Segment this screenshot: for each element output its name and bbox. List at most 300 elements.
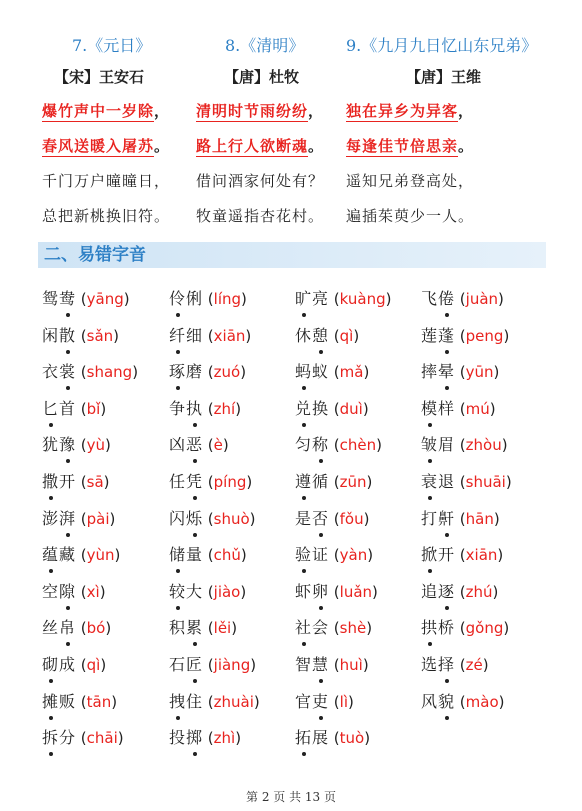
word-text: 莲蓬 (421, 326, 455, 345)
pinyin-text: fǒu (339, 509, 364, 528)
poem-line-text: 遥知兄弟登高处 (346, 172, 459, 190)
pinyin-text: luǎn (339, 582, 373, 601)
paren-open: ( (455, 509, 466, 528)
paren-open: ( (76, 582, 87, 601)
pinyin-text: huì (339, 656, 363, 674)
word-text: 衣裳 (42, 362, 76, 381)
word-text: 凶恶 (169, 435, 203, 454)
paren-close: ) (253, 692, 260, 711)
poem-9 (346, 32, 537, 234)
poem-line (42, 94, 170, 129)
word-text: 拆分 (42, 728, 76, 747)
word-text: 遵循 (295, 472, 329, 491)
pinyin-text: xiān (213, 326, 246, 345)
word-item (169, 394, 241, 424)
poem-line (42, 199, 170, 234)
word-text: 蕴藏 (42, 545, 76, 564)
word-item (295, 430, 382, 460)
paren-open: ( (329, 692, 340, 711)
poem-line (346, 199, 537, 234)
word-item (169, 284, 247, 314)
word-item (421, 577, 498, 607)
pinyin-text: chèn (339, 436, 377, 455)
pinyin-text: bó (86, 619, 106, 638)
paren-close: ) (99, 582, 106, 601)
word-text: 储量 (169, 545, 203, 564)
paren-open: ( (76, 290, 87, 308)
poem-author: 【唐】杜牧 (224, 68, 300, 86)
pinyin-text: zhí (213, 399, 236, 418)
poem-line-text: 每逢佳节倍思亲 (346, 137, 459, 155)
paren-close: ) (362, 656, 369, 674)
paren-open: ( (203, 363, 214, 382)
poem-line-punct: 。 (154, 207, 171, 225)
word-text: 打鼾 (421, 509, 455, 528)
paren-close: ) (348, 692, 354, 711)
poem-title: 7.《元日》 (72, 36, 152, 55)
poem-line-punct: ， (458, 172, 475, 190)
pinyin-text: bǐ (86, 399, 101, 418)
poem-line (196, 94, 324, 129)
paren-close: ) (489, 399, 496, 418)
paren-close: ) (364, 729, 371, 748)
word-item (421, 540, 503, 570)
word-item (169, 357, 246, 387)
pinyin-text: jiào (213, 582, 241, 601)
paren-open: ( (329, 509, 340, 528)
word-row (42, 577, 562, 607)
paren-open: ( (329, 363, 340, 382)
paren-open: ( (203, 290, 214, 308)
word-text: 撒开 (42, 472, 76, 491)
word-text: 验证 (295, 545, 329, 564)
paren-open: ( (76, 399, 87, 418)
paren-open: ( (329, 656, 340, 674)
paren-open: ( (76, 473, 87, 491)
pinyin-text: xì (86, 582, 100, 601)
pinyin-text: zuó (213, 363, 241, 382)
word-item (421, 430, 508, 460)
word-text: 官吏 (295, 692, 329, 711)
paren-close: ) (493, 509, 500, 528)
paren-close: ) (240, 546, 247, 565)
word-text: 较大 (169, 582, 203, 601)
word-text: 衰退 (421, 472, 455, 491)
word-item (169, 723, 241, 753)
paren-close: ) (366, 619, 373, 638)
word-row (42, 650, 562, 680)
pinyin-text: tuò (339, 729, 365, 748)
poem-7 (42, 32, 170, 234)
pinyin-text: mú (465, 399, 490, 418)
paren-open: ( (329, 436, 340, 455)
pinyin-text: peng (465, 326, 504, 345)
paren-open: ( (329, 399, 340, 418)
poem-line-punct: 。 (308, 207, 325, 225)
paren-open: ( (203, 326, 214, 345)
pinyin-text: qì (86, 656, 101, 674)
paren-close: ) (366, 473, 373, 491)
word-text: 飞倦 (421, 289, 455, 308)
paren-close: ) (113, 326, 120, 345)
word-item (421, 613, 509, 643)
word-text: 石匠 (169, 655, 203, 674)
paren-close: ) (109, 509, 116, 528)
paren-open: ( (329, 582, 340, 601)
poem-line-punct: 。 (458, 207, 475, 225)
word-text: 掀开 (421, 545, 455, 564)
poem-line (196, 164, 324, 199)
word-text: 智慧 (295, 655, 329, 674)
paren-close: ) (503, 326, 510, 345)
paren-open: ( (203, 692, 214, 711)
word-row (42, 687, 562, 717)
pinyin-text: kuàng (339, 290, 386, 308)
pinyin-text: píng (213, 473, 247, 491)
poem-line-punct: ？ (308, 172, 325, 190)
paren-close: ) (103, 473, 110, 491)
word-item (42, 321, 119, 351)
poem-author: 【宋】王安石 (54, 68, 145, 86)
paren-open: ( (76, 546, 87, 565)
paren-open: ( (455, 546, 466, 565)
pinyin-text: qì (339, 326, 354, 345)
word-text: 鸳鸯 (42, 289, 76, 308)
word-item (421, 357, 499, 387)
word-row (42, 613, 562, 643)
poem-line-punct: ， (458, 102, 475, 120)
paren-close: ) (241, 290, 247, 308)
poem-8 (196, 32, 324, 234)
poem-line (346, 164, 537, 199)
word-text: 澎湃 (42, 509, 76, 528)
word-item (295, 613, 372, 643)
paren-close: ) (385, 290, 392, 308)
word-text: 丝帛 (42, 618, 76, 637)
word-text: 模样 (421, 399, 455, 418)
poem-line-text: 总把新桃换旧符 (42, 207, 155, 225)
paren-open: ( (329, 619, 340, 638)
poem-line-text: 千门万户曈曈日 (42, 172, 155, 190)
pinyin-text: pài (86, 509, 110, 528)
word-text: 闲散 (42, 326, 76, 345)
poem-line-text: 路上行人欲断魂 (196, 137, 309, 155)
word-item (169, 687, 260, 717)
paren-open: ( (76, 509, 87, 528)
paren-close: ) (132, 363, 139, 382)
word-row (42, 430, 562, 460)
poem-line (196, 199, 324, 234)
poem-line (346, 129, 537, 164)
word-item (421, 687, 505, 717)
pinyin-text: juàn (465, 290, 499, 308)
paren-open: ( (76, 729, 87, 748)
word-text: 休憩 (295, 326, 329, 345)
paren-open: ( (203, 399, 214, 418)
word-text: 旷亮 (295, 289, 329, 308)
paren-close: ) (245, 326, 252, 345)
word-text: 拓展 (295, 728, 329, 747)
word-item (295, 357, 369, 387)
pinyin-text: líng (213, 290, 242, 308)
pinyin-text: gǒng (465, 619, 504, 638)
paren-close: ) (235, 729, 242, 748)
pinyin-text: duì (339, 399, 363, 418)
word-row (42, 467, 562, 497)
word-item (169, 613, 237, 643)
word-text: 匀称 (295, 435, 329, 454)
poem-line-punct: 。 (154, 137, 171, 155)
poems-section (0, 0, 582, 230)
paren-open: ( (329, 473, 340, 491)
word-item (42, 577, 106, 607)
word-text: 虾卵 (295, 582, 329, 601)
pinyin-text: chāi (86, 729, 118, 748)
paren-close: ) (117, 729, 124, 748)
word-item (169, 430, 229, 460)
word-row (42, 321, 562, 351)
paren-close: ) (235, 399, 242, 418)
word-text: 拱桥 (421, 618, 455, 637)
word-text: 是否 (295, 509, 329, 528)
word-row (42, 540, 562, 570)
word-item (42, 284, 130, 314)
pinyin-text: yù (86, 436, 106, 455)
word-text: 皱眉 (421, 435, 455, 454)
poem-title: 9.《九月九日忆山东兄弟》 (346, 36, 538, 55)
word-item (42, 394, 106, 424)
word-item (169, 467, 252, 497)
word-text: 砌成 (42, 655, 76, 674)
paren-open: ( (203, 546, 214, 565)
paren-open: ( (76, 656, 87, 674)
paren-close: ) (240, 363, 247, 382)
poem-line (196, 129, 324, 164)
word-item (295, 321, 359, 351)
word-text: 摊贩 (42, 692, 76, 711)
word-text: 积累 (169, 618, 203, 637)
word-item (295, 394, 369, 424)
word-item (295, 687, 354, 717)
paren-close: ) (505, 473, 512, 491)
word-item (42, 430, 111, 460)
paren-close: ) (100, 399, 107, 418)
poem-line-text: 牧童遥指杏花村 (196, 207, 309, 225)
word-text: 风貌 (421, 692, 455, 711)
paren-open: ( (329, 546, 340, 565)
paren-close: ) (250, 656, 257, 674)
paren-close: ) (363, 509, 370, 528)
poem-line-text: 清明时节雨纷纷 (196, 102, 309, 120)
poem-line-punct: ， (308, 102, 325, 120)
word-item (295, 540, 373, 570)
word-item (42, 613, 111, 643)
paren-open: ( (203, 582, 214, 601)
word-row (42, 723, 562, 753)
word-row (42, 357, 562, 387)
pinyin-text: zūn (339, 473, 367, 491)
paren-open: ( (76, 619, 87, 638)
pinyin-text: tān (86, 692, 112, 711)
word-text: 选择 (421, 655, 455, 674)
word-item (42, 540, 120, 570)
word-text: 蚂蚁 (295, 362, 329, 381)
pinyin-text: zhú (465, 582, 493, 601)
paren-close: ) (123, 290, 130, 308)
pinyin-text: lěi (213, 619, 232, 638)
pinyin-text: sǎn (86, 326, 114, 345)
word-item (421, 284, 504, 314)
pinyin-text: hān (465, 509, 494, 528)
paren-open: ( (455, 436, 466, 455)
pinyin-text: yùn (86, 546, 115, 565)
paren-close: ) (240, 582, 247, 601)
pinyin-text: xiān (465, 546, 498, 565)
word-text: 摔晕 (421, 362, 455, 381)
paren-open: ( (76, 326, 87, 345)
word-item (42, 687, 117, 717)
paren-close: ) (105, 619, 112, 638)
poem-line (42, 129, 170, 164)
paren-close: ) (111, 692, 118, 711)
word-item (42, 467, 110, 497)
word-item (295, 284, 391, 314)
pinyin-text: sā (86, 473, 104, 491)
paren-open: ( (329, 290, 340, 308)
poem-author: 【唐】王维 (406, 68, 482, 86)
paren-open: ( (203, 436, 214, 455)
word-item (169, 540, 247, 570)
poem-line-punct: 。 (308, 137, 325, 155)
word-item (421, 321, 509, 351)
word-item (421, 650, 489, 680)
word-item (169, 504, 256, 534)
paren-close: ) (498, 692, 505, 711)
paren-open: ( (203, 509, 214, 528)
word-item (295, 467, 372, 497)
paren-close: ) (100, 656, 107, 674)
word-item (421, 394, 496, 424)
paren-close: ) (503, 619, 510, 638)
poem-line-punct: 。 (458, 137, 475, 155)
pinyin-text: zé (465, 656, 483, 674)
word-text: 兑换 (295, 399, 329, 418)
paren-close: ) (114, 546, 121, 565)
paren-close: ) (367, 546, 374, 565)
paren-close: ) (231, 619, 238, 638)
pinyin-text: yāng (86, 290, 124, 308)
pinyin-text: shuāi (465, 473, 506, 491)
paren-open: ( (455, 290, 466, 308)
word-row (42, 284, 562, 314)
paren-close: ) (492, 582, 499, 601)
pinyin-text: lì (339, 692, 348, 711)
paren-close: ) (362, 399, 369, 418)
paren-close: ) (493, 363, 500, 382)
paren-open: ( (203, 619, 214, 638)
paren-open: ( (455, 656, 466, 674)
word-item (42, 650, 106, 680)
pinyin-text: yàn (339, 546, 368, 565)
word-text: 犹豫 (42, 435, 76, 454)
paren-close: ) (222, 436, 229, 455)
word-text: 琢磨 (169, 362, 203, 381)
word-item (421, 504, 500, 534)
word-row (42, 504, 562, 534)
paren-close: ) (498, 290, 504, 308)
poem-line-punct: ， (154, 172, 171, 190)
paren-close: ) (482, 656, 489, 674)
paren-close: ) (363, 363, 370, 382)
poem-line-text: 借问酒家何处有 (196, 172, 309, 190)
paren-open: ( (203, 656, 214, 674)
paren-close: ) (501, 436, 508, 455)
paren-open: ( (455, 582, 466, 601)
pinyin-text: jiàng (213, 656, 251, 674)
word-text: 任凭 (169, 472, 203, 491)
section-header (38, 242, 546, 268)
word-text: 匕首 (42, 399, 76, 418)
word-item (421, 467, 512, 497)
pinyin-text: shè (339, 619, 367, 638)
paren-open: ( (455, 619, 466, 638)
paren-close: ) (249, 509, 256, 528)
word-item (169, 321, 251, 351)
paren-open: ( (203, 729, 214, 748)
paren-close: ) (376, 436, 383, 455)
word-text: 纤细 (169, 326, 203, 345)
word-text: 社会 (295, 618, 329, 637)
paren-open: ( (329, 326, 340, 345)
poem-line-text: 爆竹声中一岁除 (42, 102, 155, 120)
word-text: 追逐 (421, 582, 455, 601)
paren-open: ( (76, 363, 87, 382)
pinyin-text: mǎ (339, 363, 364, 382)
word-row (42, 394, 562, 424)
paren-open: ( (455, 399, 466, 418)
paren-open: ( (455, 473, 466, 491)
pinyin-text: mào (465, 692, 499, 711)
paren-open: ( (76, 692, 87, 711)
paren-open: ( (76, 436, 87, 455)
word-item (169, 577, 246, 607)
word-item (42, 357, 138, 387)
word-item (295, 504, 369, 534)
paren-open: ( (329, 729, 340, 748)
pinyin-text: zhì (213, 729, 236, 748)
paren-open: ( (455, 326, 466, 345)
word-item (295, 577, 378, 607)
poem-line-text: 春风送暖入屠苏 (42, 137, 155, 155)
paren-open: ( (455, 692, 466, 711)
word-text: 争执 (169, 399, 203, 418)
poem-line-text: 遍插茱萸少一人 (346, 207, 459, 225)
paren-close: ) (353, 326, 360, 345)
paren-close: ) (105, 436, 111, 455)
section-title: 二、易错字音 (44, 245, 146, 265)
word-item (295, 650, 369, 680)
pinyin-text: shang (86, 363, 133, 382)
word-text: 伶俐 (169, 289, 203, 308)
paren-close: ) (372, 582, 378, 601)
poem-title: 8.《清明》 (225, 36, 305, 55)
paren-close: ) (246, 473, 253, 491)
pinyin-text: zhòu (465, 436, 502, 455)
word-text: 投掷 (169, 728, 203, 747)
word-text: 闪烁 (169, 509, 203, 528)
poem-line (42, 164, 170, 199)
paren-close: ) (497, 546, 504, 565)
